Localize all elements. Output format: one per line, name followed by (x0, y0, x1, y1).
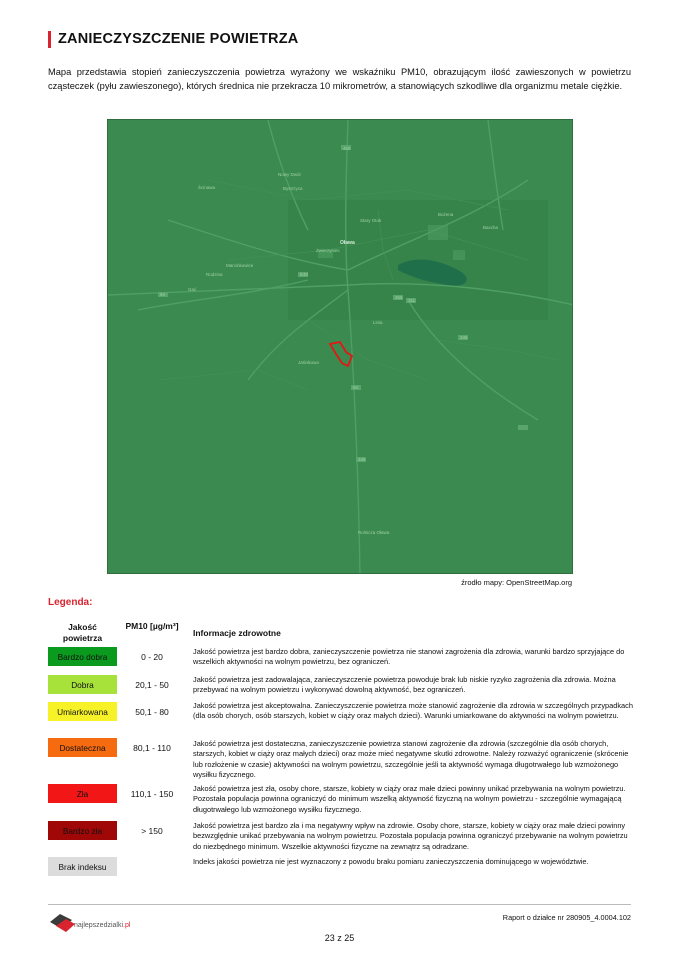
map-label: Zwierzyniec (316, 248, 340, 253)
map-label: Stary Otok (360, 218, 382, 223)
map-source: źrodło mapy: OpenStreetMap.org (461, 578, 572, 587)
road-label: 346 (460, 335, 468, 340)
map-city-label: Oława (340, 240, 355, 246)
pm-range: 50,1 - 80 (135, 707, 169, 717)
map-label: Ścinawa (198, 185, 216, 190)
pollution-map[interactable] (107, 119, 573, 574)
pm-range: 0 - 20 (141, 652, 163, 662)
health-info: Indeks jakości powietrza nie jest wyznaczony z powodu braku pomiaru zanieczyszczenia dominującego w województwie. (193, 857, 589, 866)
map-canvas (108, 120, 573, 574)
road-label: 94 (160, 292, 166, 297)
map-label: Gać (188, 287, 197, 292)
road-label: 455 (395, 295, 403, 300)
pm-range: 110,1 - 150 (130, 789, 174, 799)
quality-badge: Zła (48, 784, 117, 803)
road-label: 311 (408, 298, 416, 303)
legend-header-info: Informacje zdrowotne (193, 628, 281, 638)
map-label: Linia (373, 320, 383, 325)
report-id: Raport o działce nr 280905_4.0004.102 (502, 913, 631, 922)
page-title: ZANIECZYSZCZENIE POWIETRZA (58, 31, 299, 47)
brand-logo-text: najlepszedzialki.pl (74, 922, 131, 929)
legend-header-quality: Jakość powietrza (62, 622, 103, 643)
map-label: Baxcha (483, 225, 499, 230)
quality-badge: Dostateczna (48, 738, 117, 757)
title-accent-bar (48, 31, 51, 48)
road-label: 455 (343, 146, 351, 151)
pm-range: 20,1 - 50 (135, 680, 169, 690)
quality-badge: Umiarkowana (48, 702, 117, 721)
quality-badge: Dobra (48, 675, 117, 694)
health-info: Jakość powietrza jest bardzo dobra, zanieczyszczenie powietrza nie stanowi zagrożenia dla zdrowia, warunki bardzo sprzyjające do wszelkich aktywności na wolnym powietrzu, bez ograniczeń. (193, 647, 625, 667)
health-info: Jakość powietrza jest dostateczna, zanieczyszczenie powietrza stanowi zagrożenie dla zdrowia (szczególnie dla osób chorych, starszych, kobiet w ciąży oraz małych dzieci) oraz może mieć negatywne skutki zdrowotne. Należy rozważyć ograniczenie (skrócenie lub rozłożenie w czasie) aktywności na wolnym powietrzu, szczególnie jeśli ta aktywność wymaga długotrwałego lub wzmożonego wysiłku fizycznego. (193, 739, 629, 779)
roads (108, 120, 573, 574)
map-label: Nowy Dwór (278, 172, 302, 177)
legend-title: Legenda: (48, 597, 93, 608)
road-label: 94 (353, 385, 359, 390)
footer-divider (48, 904, 631, 905)
map-label: Rodzina (206, 272, 223, 277)
health-info: Jakość powietrza jest zła, osoby chore, starsze, kobiety w ciąży oraz małe dzieci powinny unikać przebywania na wolnym powietrzu. Pozostała populacja powinna ograniczyć do minimum wszelką aktywność fizyczną na wolnym powietrzu - szczególnie wymagającą długotrwałego lub wzmożonego wysiłku fizycznego. (193, 784, 626, 814)
parcel-outline (330, 342, 352, 366)
intro-paragraph: Mapa przedstawia stopień zanieczyszczenia powietrza wyrażony we wskaźniku PM10, obrazującym ilość zawieszonych w powietrzu cząsteczek (pyłu zawieszonego), których średnica nie przekracza 10 mikrometrów, a stanowiących szkodliwe dla organizmu metale ciężkie. (48, 67, 631, 91)
quality-badge: Brak indeksu (48, 857, 117, 876)
health-info: Jakość powietrza jest akceptowalna. Zanieczyszczenie powietrza może stanowić zagrożenie dla zdrowia w szczególnych przypadkach (dla osób chorych, osób starszych, kobiet w ciąży oraz małych dzieci). Warunki umiarkowane do aktywności na wolnym powietrzu. (193, 701, 633, 721)
legend-header-pm: PM10 [µg/m³] (125, 621, 179, 631)
health-info: Jakość powietrza jest zadowalająca, zanieczyszczenie powietrza powoduje brak lub niskie ryzyko zagrożenia dla zdrowia. Można przebywać na wolnym powietrzu i wykonywać dowolną aktywność, bez ograniczeń. (193, 675, 616, 695)
pm-range: > 150 (141, 826, 163, 836)
map-label: Bystrzyca (283, 186, 303, 191)
quality-badge: Bardzo dobra (48, 647, 117, 666)
page-number: 23 z 25 (324, 933, 355, 943)
quality-badge: Bardzo zła (48, 821, 117, 840)
map-label: Rolnicza Oława (358, 530, 390, 535)
health-info: Jakość powietrza jest bardzo zła i ma negatywny wpływ na zdrowie. Osoby chore, starsze, kobiety w ciąży oraz małe dzieci powinny bezwzględnie unikać przebywania na wolnym powietrzu. Pozostała populacja powinna ograniczyć przebywanie na wolnym powietrzu do niezbędnego minimum. Wszelkie aktywności fizyczne na zewnątrz są odradzane. (193, 821, 628, 851)
pm-range: 80,1 - 110 (133, 743, 171, 753)
map-label: Bożena (438, 212, 454, 217)
map-label: Jaśnikowo (298, 360, 320, 365)
map-label: Marcinkowice (226, 263, 254, 268)
road-label: E40 (300, 272, 309, 277)
road-label: 346 (358, 457, 366, 462)
